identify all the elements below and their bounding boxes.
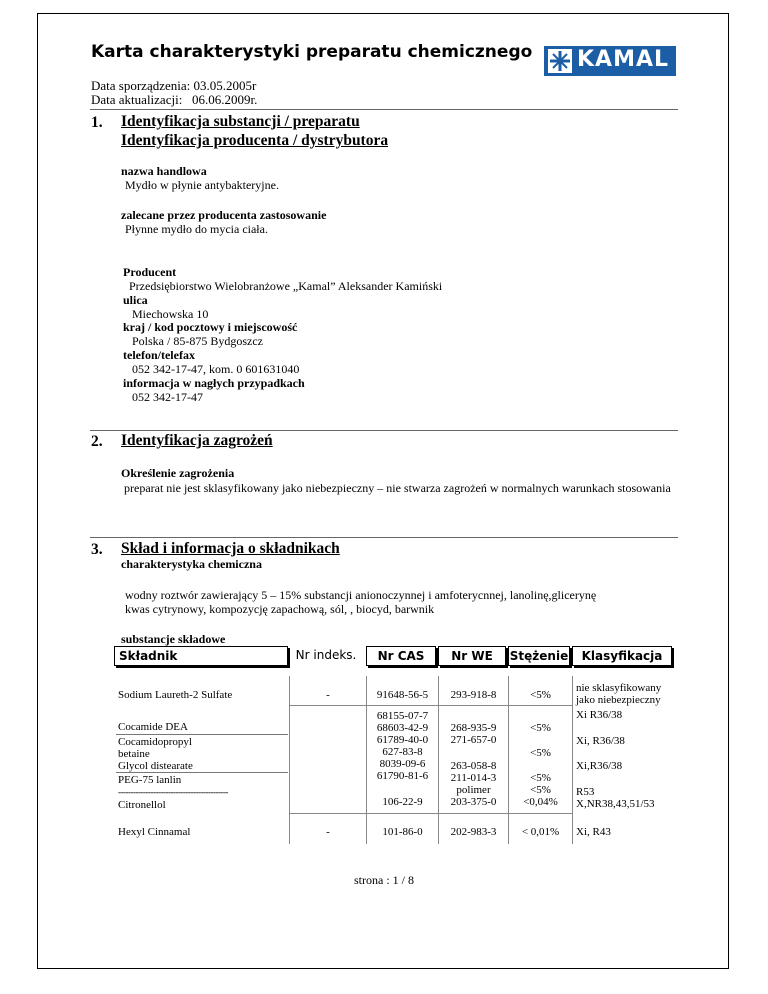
row2-concentration: <5%	[530, 722, 551, 734]
col-header-component: Składnik	[114, 646, 288, 666]
row2-cas: 106-22-9	[382, 796, 423, 808]
use-label: zalecane przez producenta zastosowanie	[121, 208, 327, 222]
date-created: Data sporządzenia: 03.05.2005r	[91, 78, 257, 93]
producer-value: Przedsiębiorstwo Wielobranżowe „Kamal” Aleksander Kamiński	[129, 279, 443, 293]
row2-classification: Xi R36/38	[576, 709, 623, 721]
section-3-title: Skład i informacja o składnikach	[121, 540, 340, 557]
logo-icon	[548, 49, 572, 73]
row2-classification: Xi, R36/38	[576, 735, 625, 747]
trade-name: Mydło w płynie antybakteryjne.	[125, 178, 279, 192]
row1-concentration: <5%	[530, 689, 551, 701]
row2-we: 203-375-0	[450, 796, 497, 808]
page-number: strona : 1 / 8	[354, 873, 414, 887]
row2-concentration: <5%	[530, 784, 551, 796]
row3-concentration: < 0,01%	[521, 826, 560, 838]
divider	[90, 537, 678, 538]
table-grid-line	[508, 676, 509, 844]
hazard-text: preparat nie jest sklasyfikowany jako niebezpieczny – nie stwarza zagrożeń w normalnych warunkach stosowania	[124, 481, 671, 495]
emergency-value: 052 342-17-47	[132, 390, 203, 404]
row2-name: Glycol distearate	[118, 760, 193, 772]
row2-cas: 61789-40-0	[376, 734, 429, 746]
row2-cas: 8039-09-6	[379, 758, 426, 770]
row2-name: PEG-75 lanlin	[118, 774, 182, 786]
row1-name: Sodium Laureth-2 Sulfate	[118, 689, 233, 701]
row3-we: 202-983-3	[450, 826, 497, 838]
section-2-title: Identyfikacja zagrożeń	[121, 432, 273, 449]
section-2-number: 2.	[91, 433, 103, 450]
section-3-number: 3.	[91, 541, 103, 558]
row2-classification: Xi,R36/38	[576, 760, 623, 772]
row2-we: polimer	[456, 784, 491, 796]
row2-cas: 61790-81-6	[376, 770, 429, 782]
table-grid-line	[572, 676, 573, 844]
row2-cas: 627-83-8	[382, 746, 423, 758]
company-logo	[544, 46, 676, 76]
col-header-cas: Nr CAS	[366, 646, 436, 666]
row2-we: 263-058-8	[450, 760, 497, 772]
use-value: Płynne mydło do mycia ciała.	[125, 222, 268, 236]
street-label: ulica	[123, 293, 148, 307]
section-1-title-line2: Identyfikacja producenta / dystrybutora	[121, 132, 389, 149]
date-updated: Data aktualizacji: 06.06.2009r.	[91, 92, 258, 107]
row1-index: -	[326, 689, 330, 701]
phone-label: telefon/telefax	[123, 348, 195, 362]
row2-name-divider	[116, 734, 288, 735]
trade-name-label: nazwa handlowa	[121, 164, 207, 178]
row3-name: Hexyl Cinnamal	[118, 826, 191, 838]
col-header-index: Nr indeks.	[295, 648, 357, 662]
row2-name: Cocamide DEA	[118, 721, 188, 733]
producer-label: Producent	[123, 265, 177, 279]
country-value: Polska / 85-875 Bydgoszcz	[132, 334, 263, 348]
emergency-label: informacja w nagłych przypadkach	[123, 376, 305, 390]
row2-classification: R53	[576, 786, 595, 798]
chem-line-1: wodny roztwór zawierający 5 – 15% substancji anionoczynnej i amfoterycnnej, lanolinę,glicerynę	[125, 588, 597, 602]
row2-concentration: <5%	[530, 772, 551, 784]
components-label: substancje składowe	[121, 632, 226, 646]
row2-classification: X,NR38,43,51/53	[576, 798, 655, 810]
row2-concentration: <5%	[530, 747, 551, 759]
row2-name: Citronellol	[118, 799, 166, 811]
row2-name: Cocamidopropyl	[118, 736, 192, 748]
row2-we: 211-014-3	[450, 772, 497, 784]
row2-name-divider	[116, 772, 288, 773]
row2-cas: 68155-07-7	[376, 710, 429, 722]
table-grid-line	[289, 676, 290, 844]
row2-separator: --------------------------------------------	[118, 787, 228, 797]
chem-line-2: kwas cytrynowy, kompozycję zapachową, sól, , biocyd, barwnik	[125, 602, 435, 616]
document-title: Karta charakterystyki preparatu chemicznego	[91, 42, 533, 62]
logo-text: KAMAL	[577, 47, 670, 72]
row1-classification-2: jako niebezpieczny	[576, 694, 661, 706]
country-label: kraj / kod pocztowy i miejscowość	[123, 320, 298, 334]
row2-we: 268-935-9	[450, 722, 497, 734]
row2-name: betaine	[118, 748, 150, 760]
row3-cas: 101-86-0	[382, 826, 423, 838]
hazard-label: Określenie zagrożenia	[121, 466, 235, 480]
col-header-we: Nr WE	[438, 646, 506, 666]
divider	[90, 109, 678, 110]
section-1-title-line1: Identyfikacja substancji / preparatu	[121, 113, 360, 130]
row1-cas: 91648-56-5	[376, 689, 429, 701]
col-header-classification: Klasyfikacja	[572, 646, 672, 666]
section-1-number: 1.	[91, 114, 103, 131]
row1-we: 293-918-8	[450, 689, 497, 701]
row3-index: -	[326, 826, 330, 838]
street-value: Miechowska 10	[132, 307, 209, 321]
table-grid-line	[290, 813, 572, 814]
col-header-concentration: Stężenie	[508, 646, 570, 666]
row1-classification-1: nie sklasyfikowany	[576, 682, 662, 694]
row2-concentration: <0,04%	[523, 796, 558, 808]
table-grid-line	[290, 705, 572, 706]
row3-classification: Xi, R43	[576, 826, 611, 838]
phone-value: 052 342-17-47, kom. 0 601631040	[132, 362, 300, 376]
row2-cas: 68603-42-9	[376, 722, 429, 734]
row2-we: 271-657-0	[450, 734, 497, 746]
chem-label: charakterystyka chemiczna	[121, 557, 262, 571]
